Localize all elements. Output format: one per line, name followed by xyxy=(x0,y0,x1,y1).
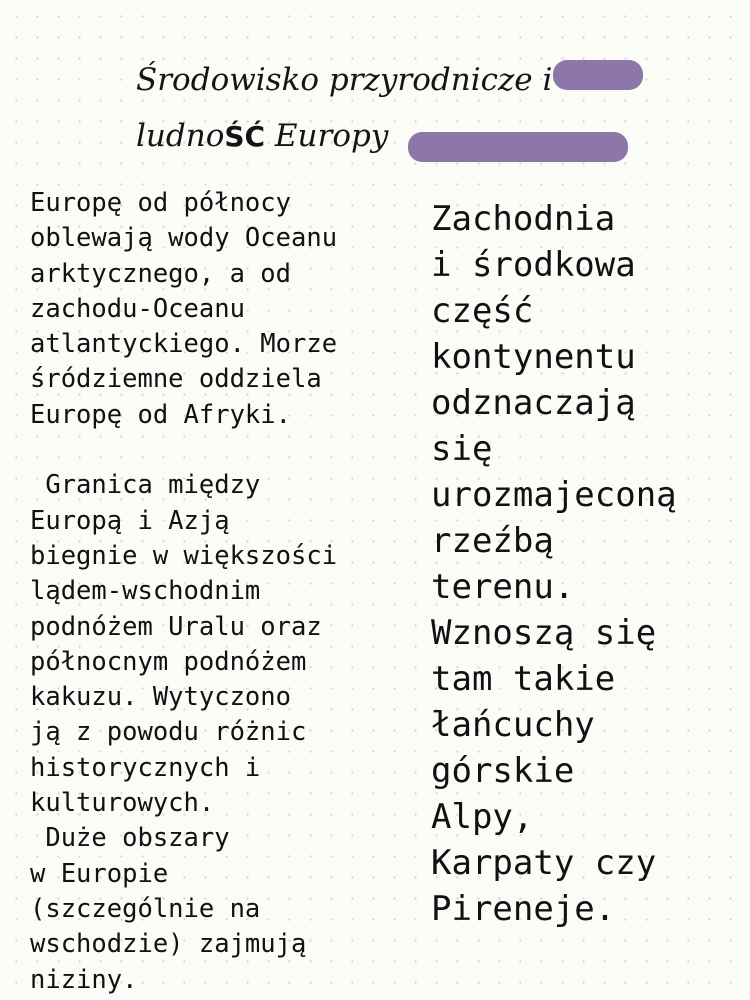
title-line-1 xyxy=(136,62,552,98)
title-line-2-prefix: ludno xyxy=(136,118,225,154)
highlighter-mark-2 xyxy=(408,132,628,162)
paragraph-border: Granica między Europą i Azją biegnie w większości lądem-wschodnim podnóżem Uralu oraz północnym podnóżem kakuzu. Wytyczono ją z powodu różnic historycznych i kulturowych. xyxy=(30,470,338,819)
left-column-text xyxy=(30,186,410,998)
title-line-2 xyxy=(136,118,388,154)
title-line-2-suffix: Europy xyxy=(265,118,389,154)
paragraph-lowlands: Duże obszary w Europie (szczególnie na wschodzie) zajmują niziny. xyxy=(30,823,307,995)
paragraph-oceans: Europę od północy oblewają wody Oceanu arktycznego, a od zachodu-Oceanu atlantyckiego. Morze śródziemne oddziela Europę od Afryki. xyxy=(30,188,338,430)
title-line-2-bold: ŚĆ xyxy=(224,120,266,153)
title-line-1-text: Środowisko przyrodnicze i xyxy=(136,62,553,98)
highlighter-mark-1 xyxy=(553,60,643,90)
paragraph-mountains: Zachodnia i środkowa część kontynentu odznaczają się urozmajeconą rzeźbą terenu. Wznoszą się tam takie łańcuchy górskie Alpy, Karpaty czy Pireneje. xyxy=(431,199,677,929)
right-column-text xyxy=(431,196,750,932)
